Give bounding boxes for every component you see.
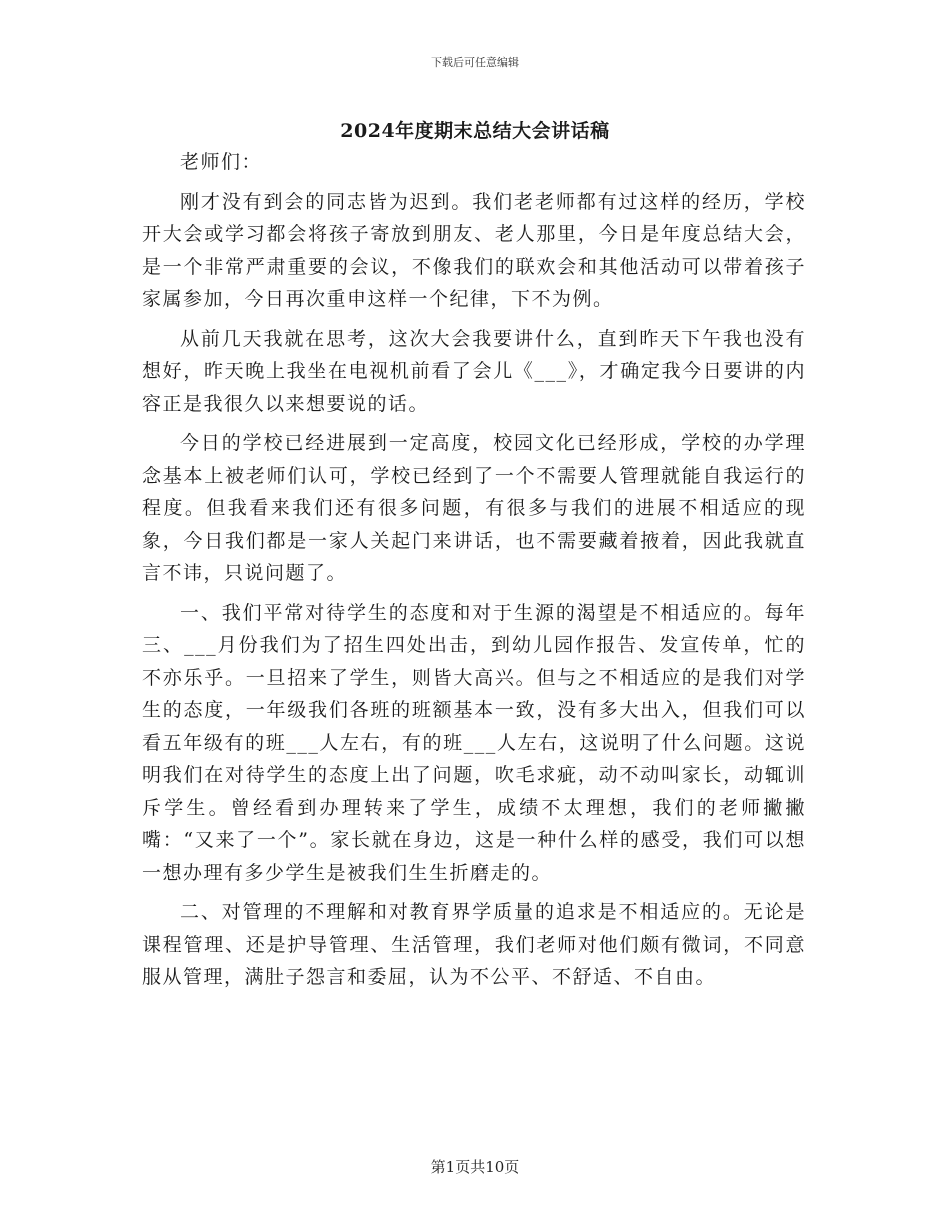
paragraph: 刚才没有到会的同志皆为迟到。我们老老师都有过这样的经历，学校开大会或学习都会将孩子寄放到朋友、老人那里，今日是年度总结大会，是一个非常严肃重要的会议，不像我们的联欢会和其他活动可以带着孩子家属参加，今日再次重申这样一个纪律，下不为例。	[142, 190, 806, 310]
salutation: 老师们：	[180, 151, 263, 173]
paragraph: 一、我们平常对待学生的态度和对于生源的渴望是不相适应的。每年三、___月份我们为了招生四处出击，到幼儿园作报告、发宣传单，忙的不亦乐乎。一旦招来了学生，则皆大高兴。但与之不相适应的是我们对学生的态度，一年级我们各班的班额基本一致，没有多大出入，但我们可以看五年级有的班___人左右，有的班___人左右，这说明了什么问题。这说明我们在对待学生的态度上出了问题，吹毛求疵，动不动叫家长，动辄训斥学生。曾经看到办理转来了学生，成绩不太理想，我们的老师撇撇嘴：“又来了一个”。家长就在身边，这是一种什么样的感受，我们可以想一想办理有多少学生是被我们生生折磨走的。	[142, 601, 806, 884]
paragraph: 从前几天我就在思考，这次大会我要讲什么，直到昨天下午我也没有想好，昨天晚上我坐在电视机前看了会儿《___》，才确定我今日要讲的内容正是我很久以来想要说的话。	[142, 327, 806, 415]
page-header: 下载后可任意编辑	[431, 56, 519, 69]
document-body	[142, 146, 806, 1001]
paragraph: 二、对管理的不理解和对教育界学质量的追求是不相适应的。无论是课程管理、还是护导管理、生活管理，我们老师对他们颇有微词，不同意服从管理，满肚子怨言和委屈，认为不公平、不舒适、不自由。	[142, 901, 806, 988]
paragraph: 今日的学校已经进展到一定高度，校园文化已经形成，学校的办学理念基本上被老师们认可，学校已经到了一个不需要人管理就能自我运行的程度。但我看来我们还有很多问题，有很多与我们的进展不相适应的现象，今日我们都是一家人关起门来讲话，也不需要藏着掖着，因此我就直言不讳，只说问题了。	[142, 432, 806, 584]
document-title: 2024年度期末总结大会讲话稿	[340, 120, 610, 142]
page-footer: 第1页共10页	[430, 1158, 520, 1176]
